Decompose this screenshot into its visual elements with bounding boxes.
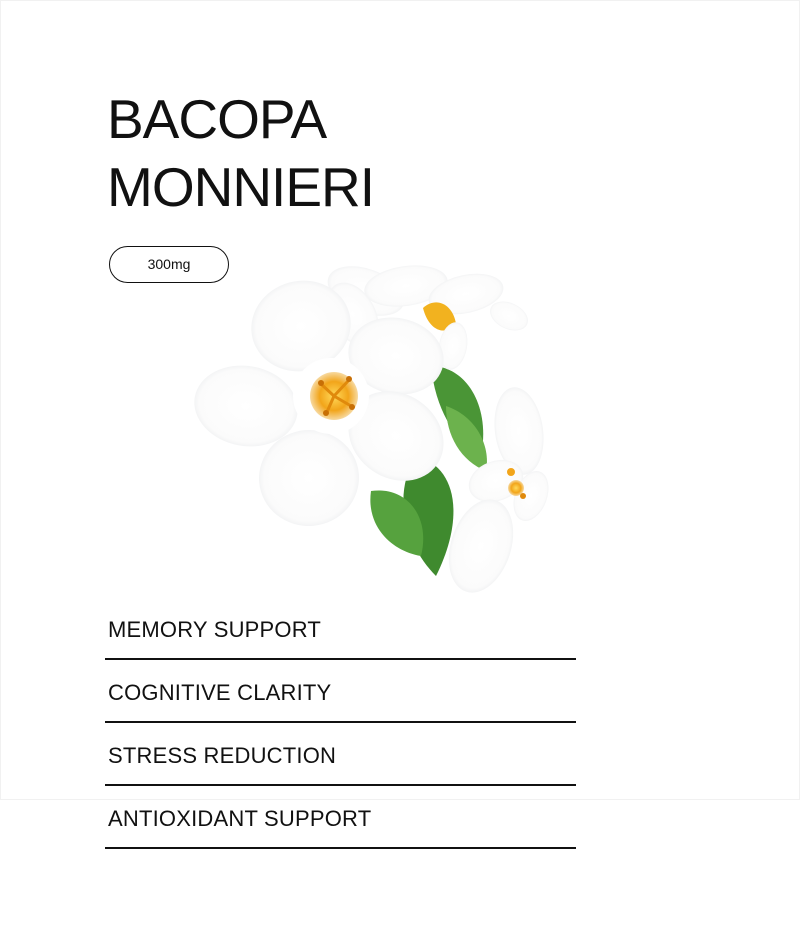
- dose-badge: 300mg: [109, 246, 229, 283]
- benefit-item: ANTIOXIDANT SUPPORT: [105, 786, 576, 849]
- product-title-line-2: MONNIERI: [107, 156, 374, 218]
- bacopa-flower-icon: [191, 256, 561, 606]
- product-title-line-1: BACOPA: [107, 88, 327, 150]
- product-title: [107, 85, 374, 221]
- benefit-item: COGNITIVE CLARITY: [105, 660, 576, 723]
- benefit-item: MEMORY SUPPORT: [105, 597, 576, 660]
- benefits-list: [105, 597, 576, 849]
- benefit-item: STRESS REDUCTION: [105, 723, 576, 786]
